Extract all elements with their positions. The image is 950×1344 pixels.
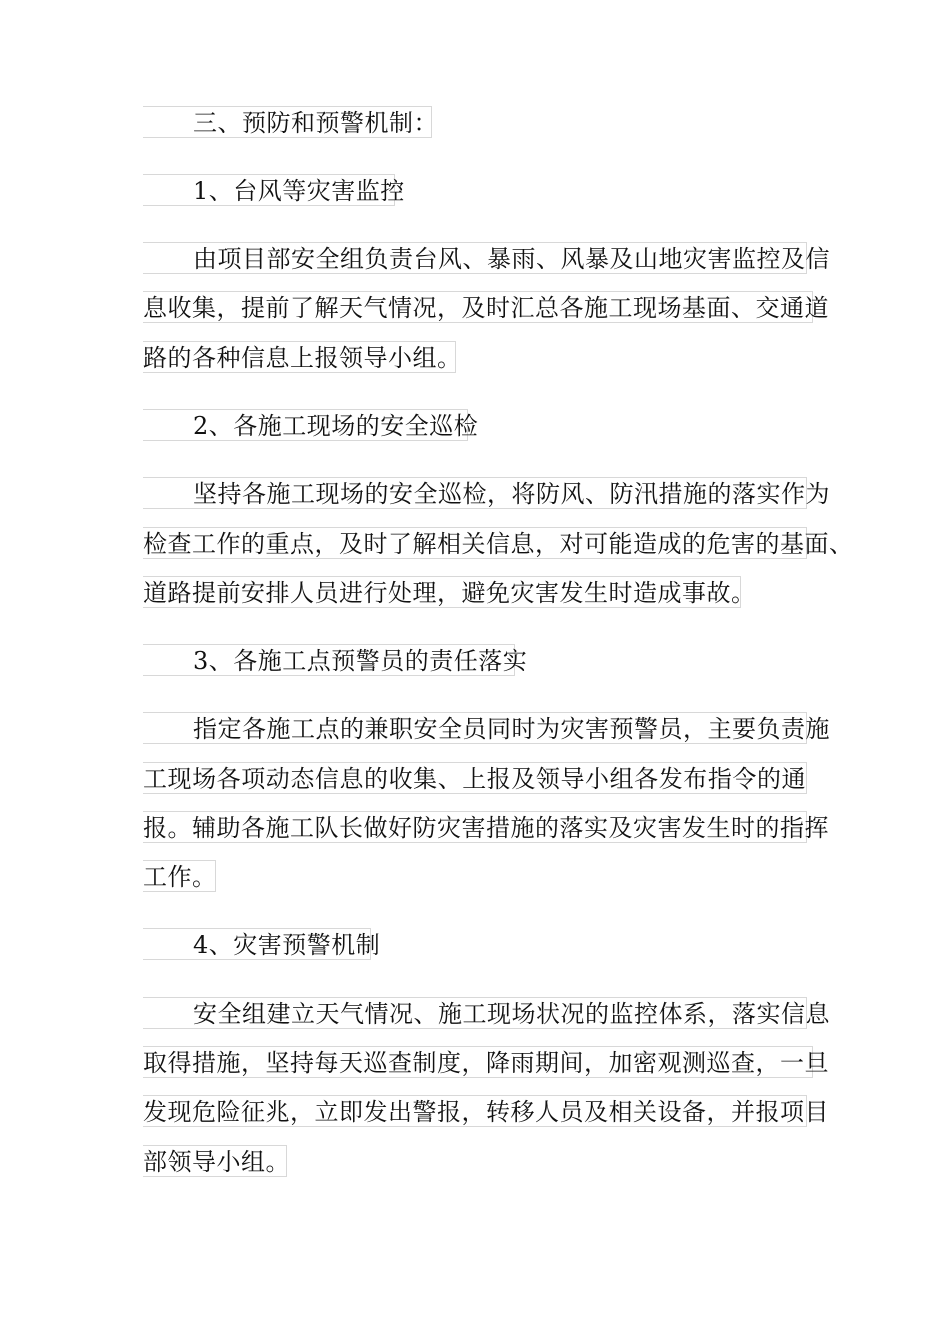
section-2-paragraph-line: 检查工作的重点，及时了解相关信息，对可能造成的危害的基面、 — [143, 527, 807, 559]
section-3-paragraph-line: 工作。 — [143, 860, 216, 892]
section-1-paragraph-line: 息收集，提前了解天气情况，及时汇总各施工现场基面、交通道 — [143, 291, 813, 323]
section-heading: 三、预防和预警机制： — [143, 106, 432, 138]
section-2-title: 2、各施工现场的安全巡检 — [143, 409, 468, 441]
section-4-paragraph-line: 部领导小组。 — [143, 1145, 287, 1177]
section-1-title: 1、台风等灾害监控 — [143, 174, 395, 206]
section-1-paragraph-line: 路的各种信息上报领导小组。 — [143, 341, 456, 373]
section-1-paragraph-line: 由项目部安全组负责台风、暴雨、风暴及山地灾害监控及信 — [143, 242, 807, 274]
section-3-title: 3、各施工点预警员的责任落实 — [143, 644, 515, 676]
section-2-paragraph-line: 坚持各施工现场的安全巡检，将防风、防汛措施的落实作为 — [143, 477, 807, 509]
section-2-paragraph-line: 道路提前安排人员进行处理，避免灾害发生时造成事故。 — [143, 576, 741, 608]
section-4-paragraph-line: 安全组建立天气情况、施工现场状况的监控体系，落实信息 — [143, 997, 807, 1029]
section-4-title: 4、灾害预警机制 — [143, 928, 371, 960]
section-3-paragraph-line: 工现场各项动态信息的收集、上报及领导小组各发布指令的通 — [143, 762, 807, 794]
section-3-paragraph-line: 指定各施工点的兼职安全员同时为灾害预警员，主要负责施 — [143, 712, 807, 744]
section-4-paragraph-line: 取得措施，坚持每天巡查制度，降雨期间，加密观测巡查，一旦 — [143, 1046, 813, 1078]
section-3-paragraph-line: 报。辅助各施工队长做好防灾害措施的落实及灾害发生时的指挥 — [143, 811, 807, 843]
section-4-paragraph-line: 发现危险征兆，立即发出警报，转移人员及相关设备，并报项目 — [143, 1095, 807, 1127]
